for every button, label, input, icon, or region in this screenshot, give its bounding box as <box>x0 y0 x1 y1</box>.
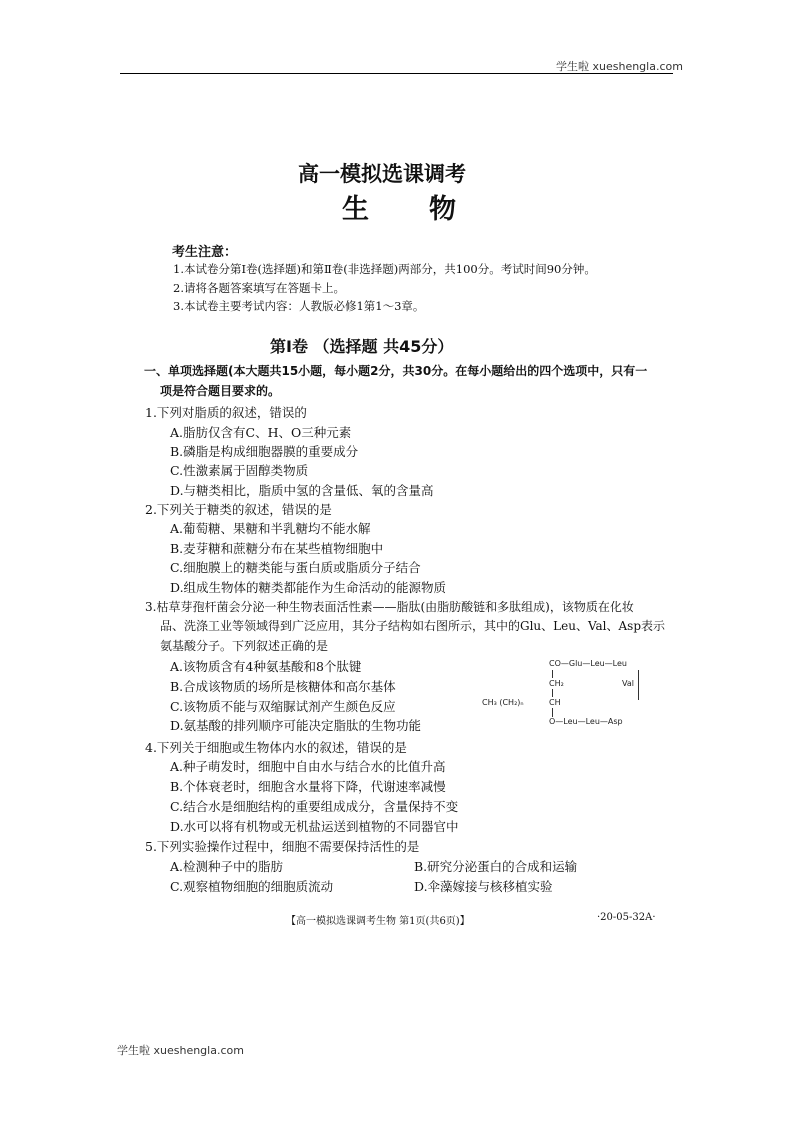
structure-val: Val <box>622 679 634 688</box>
notice-item: 1.本试卷分第Ⅰ卷(选择题)和第Ⅱ卷(非选择题)两部分，共100分。考试时间90分钟。 <box>173 262 596 276</box>
watermark-top: 学生啦 xueshengla.com <box>556 60 683 73</box>
paper-code: ·20-05-32A· <box>597 912 656 923</box>
bond-line <box>638 670 639 700</box>
structure-left: CH₃ (CH₂)ₙ <box>482 698 524 707</box>
question-stem: 3.枯草芽孢杆菌会分泌一种生物表面活性素——脂肽(由脂肪酸链和多肽组成)，该物质在化妆 <box>145 600 634 614</box>
option-c: C.性激素属于固醇类物质 <box>170 463 309 478</box>
section-title: 第Ⅰ卷 （选择题 共45分） <box>270 337 454 356</box>
question-stem-cont: 氨基酸分子。下列叙述正确的是 <box>160 639 329 653</box>
question-stem: 5.下列实验操作过程中，细胞不需要保持活性的是 <box>145 839 420 854</box>
structure-ch2: CH₂ <box>549 679 564 688</box>
question-stem: 1.下列对脂质的叙述，错误的 <box>145 405 307 420</box>
option-a: A.葡萄糖、果糖和半乳糖均不能水解 <box>170 521 371 536</box>
structure-bottom: O—Leu—Leu—Asp <box>549 717 623 726</box>
bond-line <box>552 708 553 717</box>
notice-heading: 考生注意： <box>172 245 238 260</box>
part1-heading-cont: 项是符合题目要求的。 <box>160 384 281 398</box>
option-b: B.合成该物质的场所是核糖体和高尔基体 <box>170 679 396 694</box>
question-stem-cont: 品、洗涤工业等领域得到广泛应用，其分子结构如右图所示，其中的Glu、Leu、Val、Asp表示 <box>160 619 666 633</box>
option-a: A.种子萌发时，细胞中自由水与结合水的比值升高 <box>170 759 446 774</box>
option-d: D.伞藻嫁接与核移植实验 <box>414 879 553 894</box>
option-b: B.麦芽糖和蔗糖分布在某些植物细胞中 <box>170 541 384 556</box>
option-a: A.该物质含有4种氨基酸和8个肽键 <box>170 659 362 674</box>
option-c: C.细胞膜上的糖类能与蛋白质或脂质分子结合 <box>170 560 421 575</box>
option-a: A.脂肪仅含有C、H、O三种元素 <box>170 425 352 440</box>
option-b: B.磷脂是构成细胞器膜的重要成分 <box>170 444 359 459</box>
option-b: B.研究分泌蛋白的合成和运输 <box>414 859 578 874</box>
page-footer: 【高一模拟选课调考生物 第1页(共6页)】 <box>286 916 470 927</box>
option-d: D.与糖类相比，脂质中氢的含量低、氧的含量高 <box>170 483 434 498</box>
structure-top: CO—Glu—Leu—Leu <box>549 659 627 668</box>
header-rule <box>120 73 673 74</box>
option-c: C.观察植物细胞的细胞质流动 <box>170 879 334 894</box>
subject-title: 生物 <box>342 194 516 225</box>
option-a: A.检测种子中的脂肪 <box>170 859 284 874</box>
part1-heading: 一、单项选择题(本大题共15小题，每小题2分，共30分。在每小题给出的四个选项中，只有一 <box>144 364 648 378</box>
question-stem: 4.下列关于细胞或生物体内水的叙述，错误的是 <box>145 740 407 755</box>
option-c: C.结合水是细胞结构的重要组成成分，含量保持不变 <box>170 799 459 814</box>
bond-line <box>552 689 553 697</box>
notice-item: 2.请将各题答案填写在答题卡上。 <box>173 281 345 295</box>
notice-item: 3.本试卷主要考试内容：人教版必修1第1～3章。 <box>173 299 425 313</box>
option-d: D.水可以将有机物或无机盐运送到植物的不同器官中 <box>170 819 459 834</box>
structure-ch: CH <box>549 698 561 707</box>
option-c: C.该物质不能与双缩脲试剂产生颜色反应 <box>170 699 396 714</box>
option-b: B.个体衰老时，细胞含水量将下降，代谢速率减慢 <box>170 779 446 794</box>
option-d: D.氨基酸的排列顺序可能决定脂肽的生物功能 <box>170 718 422 733</box>
watermark-bottom: 学生啦 xueshengla.com <box>117 1044 244 1057</box>
question-stem: 2.下列关于糖类的叙述，错误的是 <box>145 502 332 517</box>
exam-title: 高一模拟选课调考 <box>298 162 466 186</box>
bond-line <box>552 670 553 678</box>
option-d: D.组成生物体的糖类都能作为生命活动的能源物质 <box>170 580 447 595</box>
